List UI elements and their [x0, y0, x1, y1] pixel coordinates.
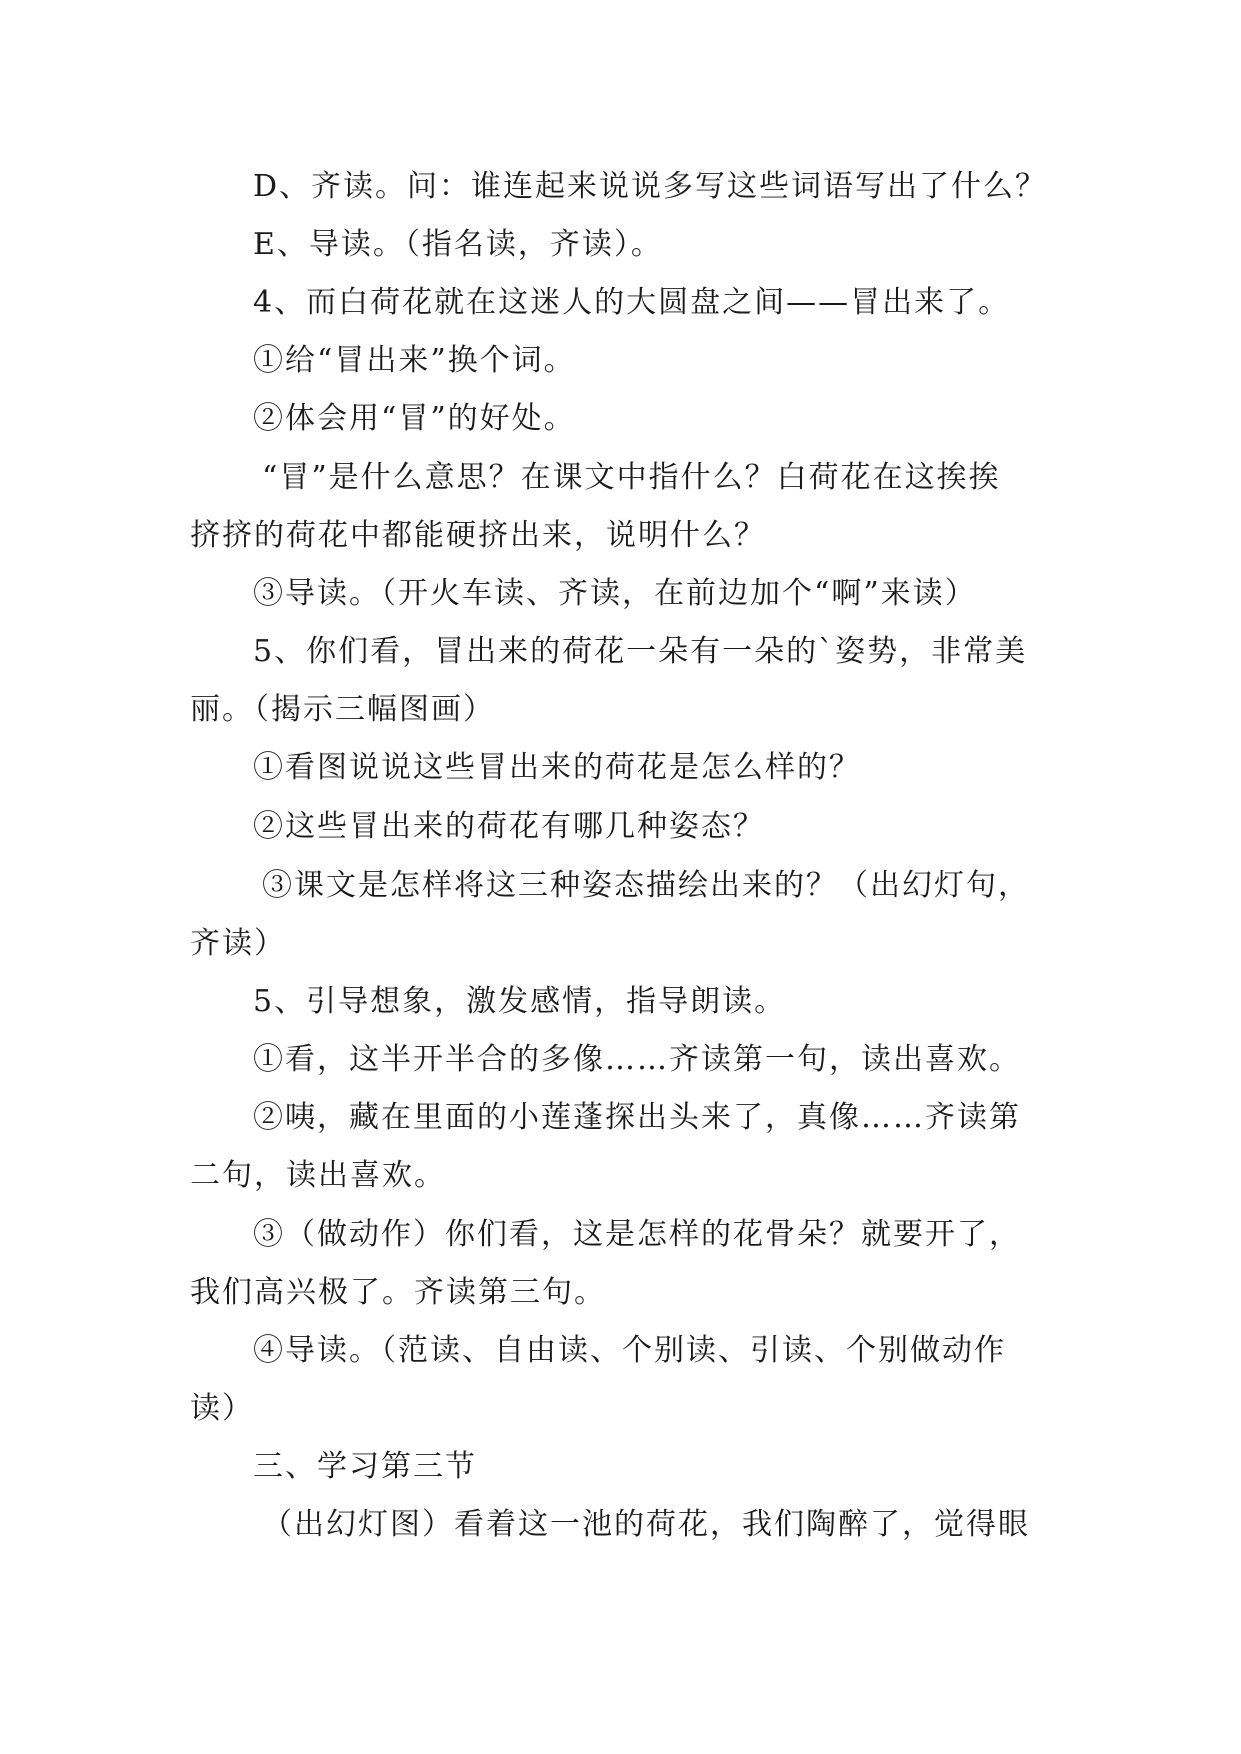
section-heading: 三、学习第三节: [253, 1449, 477, 1484]
text-line: 读）: [190, 1391, 254, 1426]
text-line: ③（做动作）你们看，这是怎样的花骨朵？就要开了，: [253, 1217, 1021, 1252]
text-line: ①看图说说这些冒出来的荷花是怎么样的？: [253, 750, 861, 785]
text-line: E、导读。（指名读，齐读）。: [253, 227, 663, 262]
text-line: 丽。（揭示三幅图画）: [190, 692, 495, 727]
text-line: ②体会用“冒”的好处。: [253, 401, 576, 436]
text-line: ④导读。（范读、自由读、个别读、引读、个别做动作: [253, 1333, 1006, 1368]
text-line: 4、而白荷花就在这迷人的大圆盘之间——冒出来了。: [253, 285, 1011, 320]
text-line: 齐读）: [190, 926, 286, 961]
text-line: ②这些冒出来的荷花有哪几种姿态？: [253, 809, 765, 844]
text-line: 我们高兴极了。齐读第三句。: [190, 1275, 606, 1310]
text-line: 5、你们看，冒出来的荷花一朵有一朵的`姿势，非常美: [253, 634, 1028, 669]
text-line: ①给“冒出来”换个词。: [253, 343, 576, 378]
text-line: 5、引导想象，激发感情，指导朗读。: [253, 984, 787, 1019]
text-line: ③课文是怎样将这三种姿态描绘出来的？（出幻灯句，: [262, 868, 1030, 903]
text-line: “冒”是什么意思？在课文中指什么？白荷花在这挨挨: [262, 460, 1001, 495]
text-line: （出幻灯图）看着这一池的荷花，我们陶醉了，觉得眼: [262, 1507, 1030, 1542]
text-line: ②咦，藏在里面的小莲蓬探出头来了，真像……齐读第: [253, 1100, 1021, 1135]
text-line: 挤挤的荷花中都能硬挤出来，说明什么？: [190, 518, 766, 553]
text-line: ①看，这半开半合的多像……齐读第一句，读出喜欢。: [253, 1042, 1021, 1077]
text-line: 二句，读出喜欢。: [190, 1158, 446, 1193]
text-line: ③导读。（开火车读、齐读，在前边加个“啊”来读）: [253, 576, 977, 611]
text-line: D、齐读。问：谁连起来说说多写这些词语写出了什么？: [253, 169, 1048, 204]
